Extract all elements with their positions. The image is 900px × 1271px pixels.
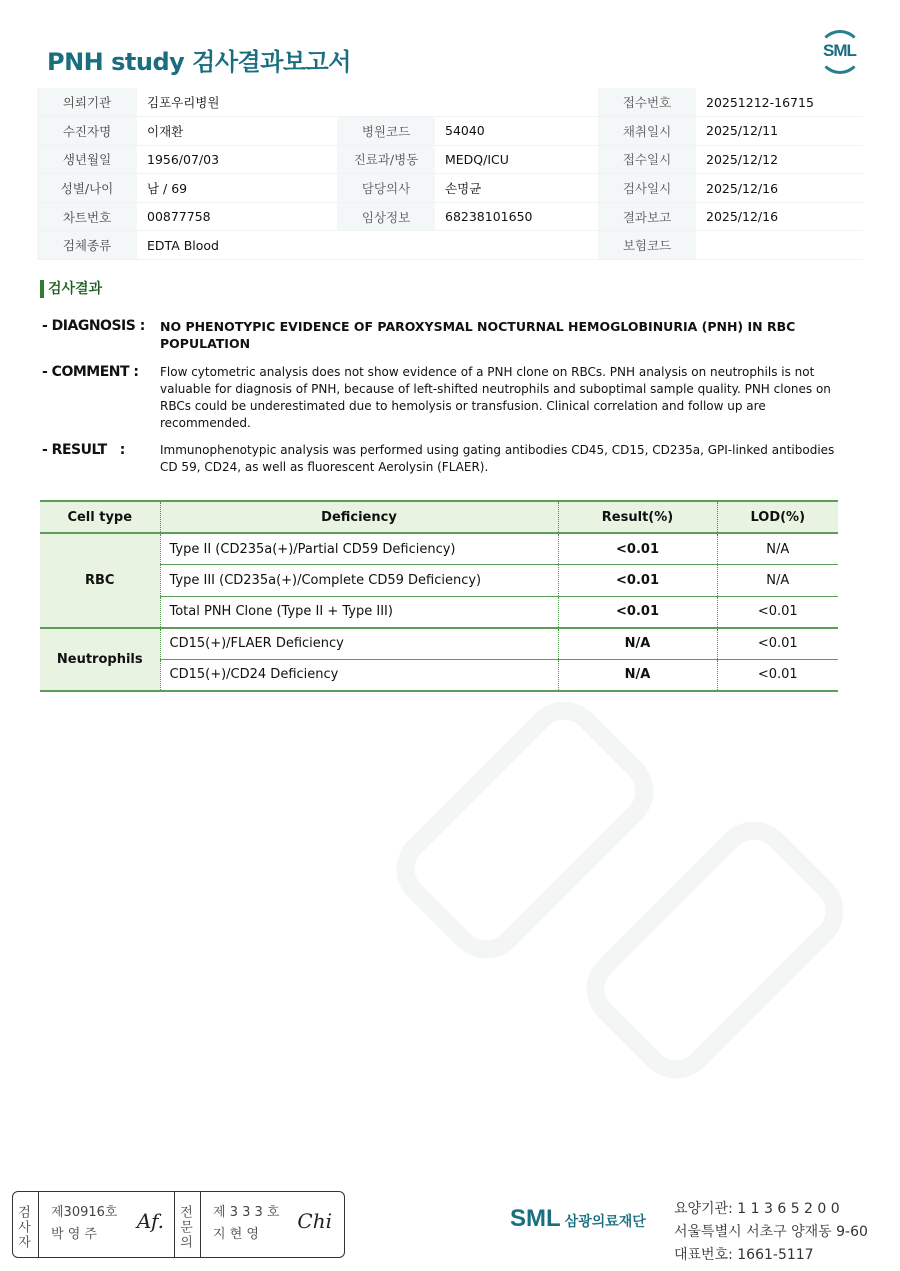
table-row — [40, 533, 838, 565]
specialist-label: 전문의 — [175, 1192, 201, 1257]
examiner-label: 검사자 — [13, 1192, 39, 1257]
examiner-license: 제30916호 — [51, 1205, 118, 1220]
result-value: N/A — [558, 628, 717, 660]
info-label: 접수번호 — [598, 88, 696, 117]
info-value: 00877758 — [137, 202, 337, 231]
lod-value: N/A — [717, 565, 838, 597]
lod-value: N/A — [717, 533, 838, 565]
diagnosis-label: - DIAGNOSIS : — [42, 318, 145, 334]
cell-type: Neutrophils — [40, 628, 160, 691]
sml-logo: SML — [818, 30, 862, 74]
examiner-signature: Af. — [136, 1209, 164, 1233]
diagnosis-text: NO PHENOTYPIC EVIDENCE OF PAROXYSMAL NOCTURNAL HEMOGLOBINURIA (PNH) IN RBC POPULATION — [160, 319, 796, 351]
result-value: <0.01 — [558, 533, 717, 565]
info-value: 이재환 — [137, 117, 337, 146]
footer-logo: SML 삼광의료재단 — [510, 1205, 646, 1232]
result-value: <0.01 — [558, 596, 717, 628]
info-value: 1956/07/03 — [137, 145, 337, 174]
lod-value: <0.01 — [717, 659, 838, 691]
cell-type: RBC — [40, 533, 160, 628]
result-text: Immunophenotypic analysis was performed using gating antibodies CD45, CD15, CD235a, GPI-linked antibodies CD 59, CD24, as well as fluorescent Aerolysin (FLAER). — [160, 443, 835, 474]
specialist-signature: Chi — [297, 1209, 332, 1233]
signature-box — [12, 1191, 345, 1258]
specialist-license: 제 3 3 3 호 — [213, 1205, 280, 1220]
deficiency: Type III (CD235a(+)/Complete CD59 Deficiency) — [160, 565, 558, 597]
deficiency: Total PNH Clone (Type II + Type III) — [160, 596, 558, 628]
info-label: 채취일시 — [598, 117, 696, 146]
info-value: 20251212-16715 — [696, 88, 863, 117]
table-row — [40, 596, 838, 628]
examiner-name: 박 영 주 — [51, 1227, 97, 1242]
info-label: 접수일시 — [598, 145, 696, 174]
results-table — [40, 500, 838, 692]
info-label: 차트번호 — [37, 202, 137, 231]
comment-text: Flow cytometric analysis does not show evidence of a PNH clone on RBCs. PNH analysis on neutrophils is not valuable for diagnosis of PNH, because of left-shifted neutrophils and suboptimal sample quality. PNH clones on RBCs could be underestimated due to hemolysis or transfusion. Clinical correlation and follow up are recommended. — [160, 365, 831, 430]
patient-info-table — [37, 88, 863, 260]
table-row — [40, 659, 838, 691]
header-lod: LOD(%) — [717, 501, 838, 533]
info-label: 의뢰기관 — [37, 88, 137, 117]
info-value: 김포우리병원 — [137, 88, 337, 117]
info-label: 수진자명 — [37, 117, 137, 146]
footer-org: 삼광의료재단 — [564, 1213, 646, 1229]
page-title: PNH study 검사결과보고서 — [47, 48, 351, 76]
info-label: 검체종류 — [37, 231, 137, 260]
info-value — [435, 88, 598, 117]
info-label: 결과보고 — [598, 202, 696, 231]
info-row — [37, 202, 863, 231]
info-value: 54040 — [435, 117, 598, 146]
header-result: Result(%) — [558, 501, 717, 533]
info-label: 진료과/병동 — [337, 145, 435, 174]
specialist-name: 지 현 영 — [213, 1227, 259, 1242]
footer-address — [674, 1198, 868, 1267]
info-value: 손명균 — [435, 174, 598, 203]
info-label: 성별/나이 — [37, 174, 137, 203]
phone: 대표번호: 1661-5117 — [674, 1247, 814, 1263]
info-label — [337, 88, 435, 117]
info-row — [37, 117, 863, 146]
info-label — [337, 231, 435, 260]
info-value: 2025/12/16 — [696, 202, 863, 231]
deficiency: CD15(+)/FLAER Deficiency — [160, 628, 558, 660]
comment-label: - COMMENT : — [42, 364, 139, 380]
result-value: N/A — [558, 659, 717, 691]
info-row — [37, 145, 863, 174]
info-value: 2025/12/11 — [696, 117, 863, 146]
deficiency: Type II (CD235a(+)/Partial CD59 Deficiency) — [160, 533, 558, 565]
info-value: 남 / 69 — [137, 174, 337, 203]
lod-value: <0.01 — [717, 628, 838, 660]
lod-value: <0.01 — [717, 596, 838, 628]
info-row — [37, 88, 863, 117]
info-value — [435, 231, 598, 260]
result-label: - RESULT : — [42, 442, 125, 458]
info-value: MEDQ/ICU — [435, 145, 598, 174]
result-value: <0.01 — [558, 565, 717, 597]
info-row — [37, 174, 863, 203]
info-value: 68238101650 — [435, 202, 598, 231]
info-label: 담당의사 — [337, 174, 435, 203]
info-label: 병원코드 — [337, 117, 435, 146]
info-label: 보험코드 — [598, 231, 696, 260]
header-cell-type: Cell type — [40, 501, 160, 533]
info-value: 2025/12/16 — [696, 174, 863, 203]
deficiency: CD15(+)/CD24 Deficiency — [160, 659, 558, 691]
header-deficiency: Deficiency — [160, 501, 558, 533]
table-row — [40, 565, 838, 597]
section-title: 검사결과 — [40, 280, 102, 298]
info-value — [696, 231, 863, 260]
info-label: 생년월일 — [37, 145, 137, 174]
table-row — [40, 628, 838, 660]
info-label: 임상정보 — [337, 202, 435, 231]
info-value: 2025/12/12 — [696, 145, 863, 174]
address: 서울특별시 서초구 양재동 9-60 — [674, 1224, 868, 1240]
info-value: EDTA Blood — [137, 231, 337, 260]
facility-code: 요양기관: 1 1 3 6 5 2 0 0 — [674, 1201, 840, 1217]
info-label: 검사일시 — [598, 174, 696, 203]
info-row — [37, 231, 863, 260]
